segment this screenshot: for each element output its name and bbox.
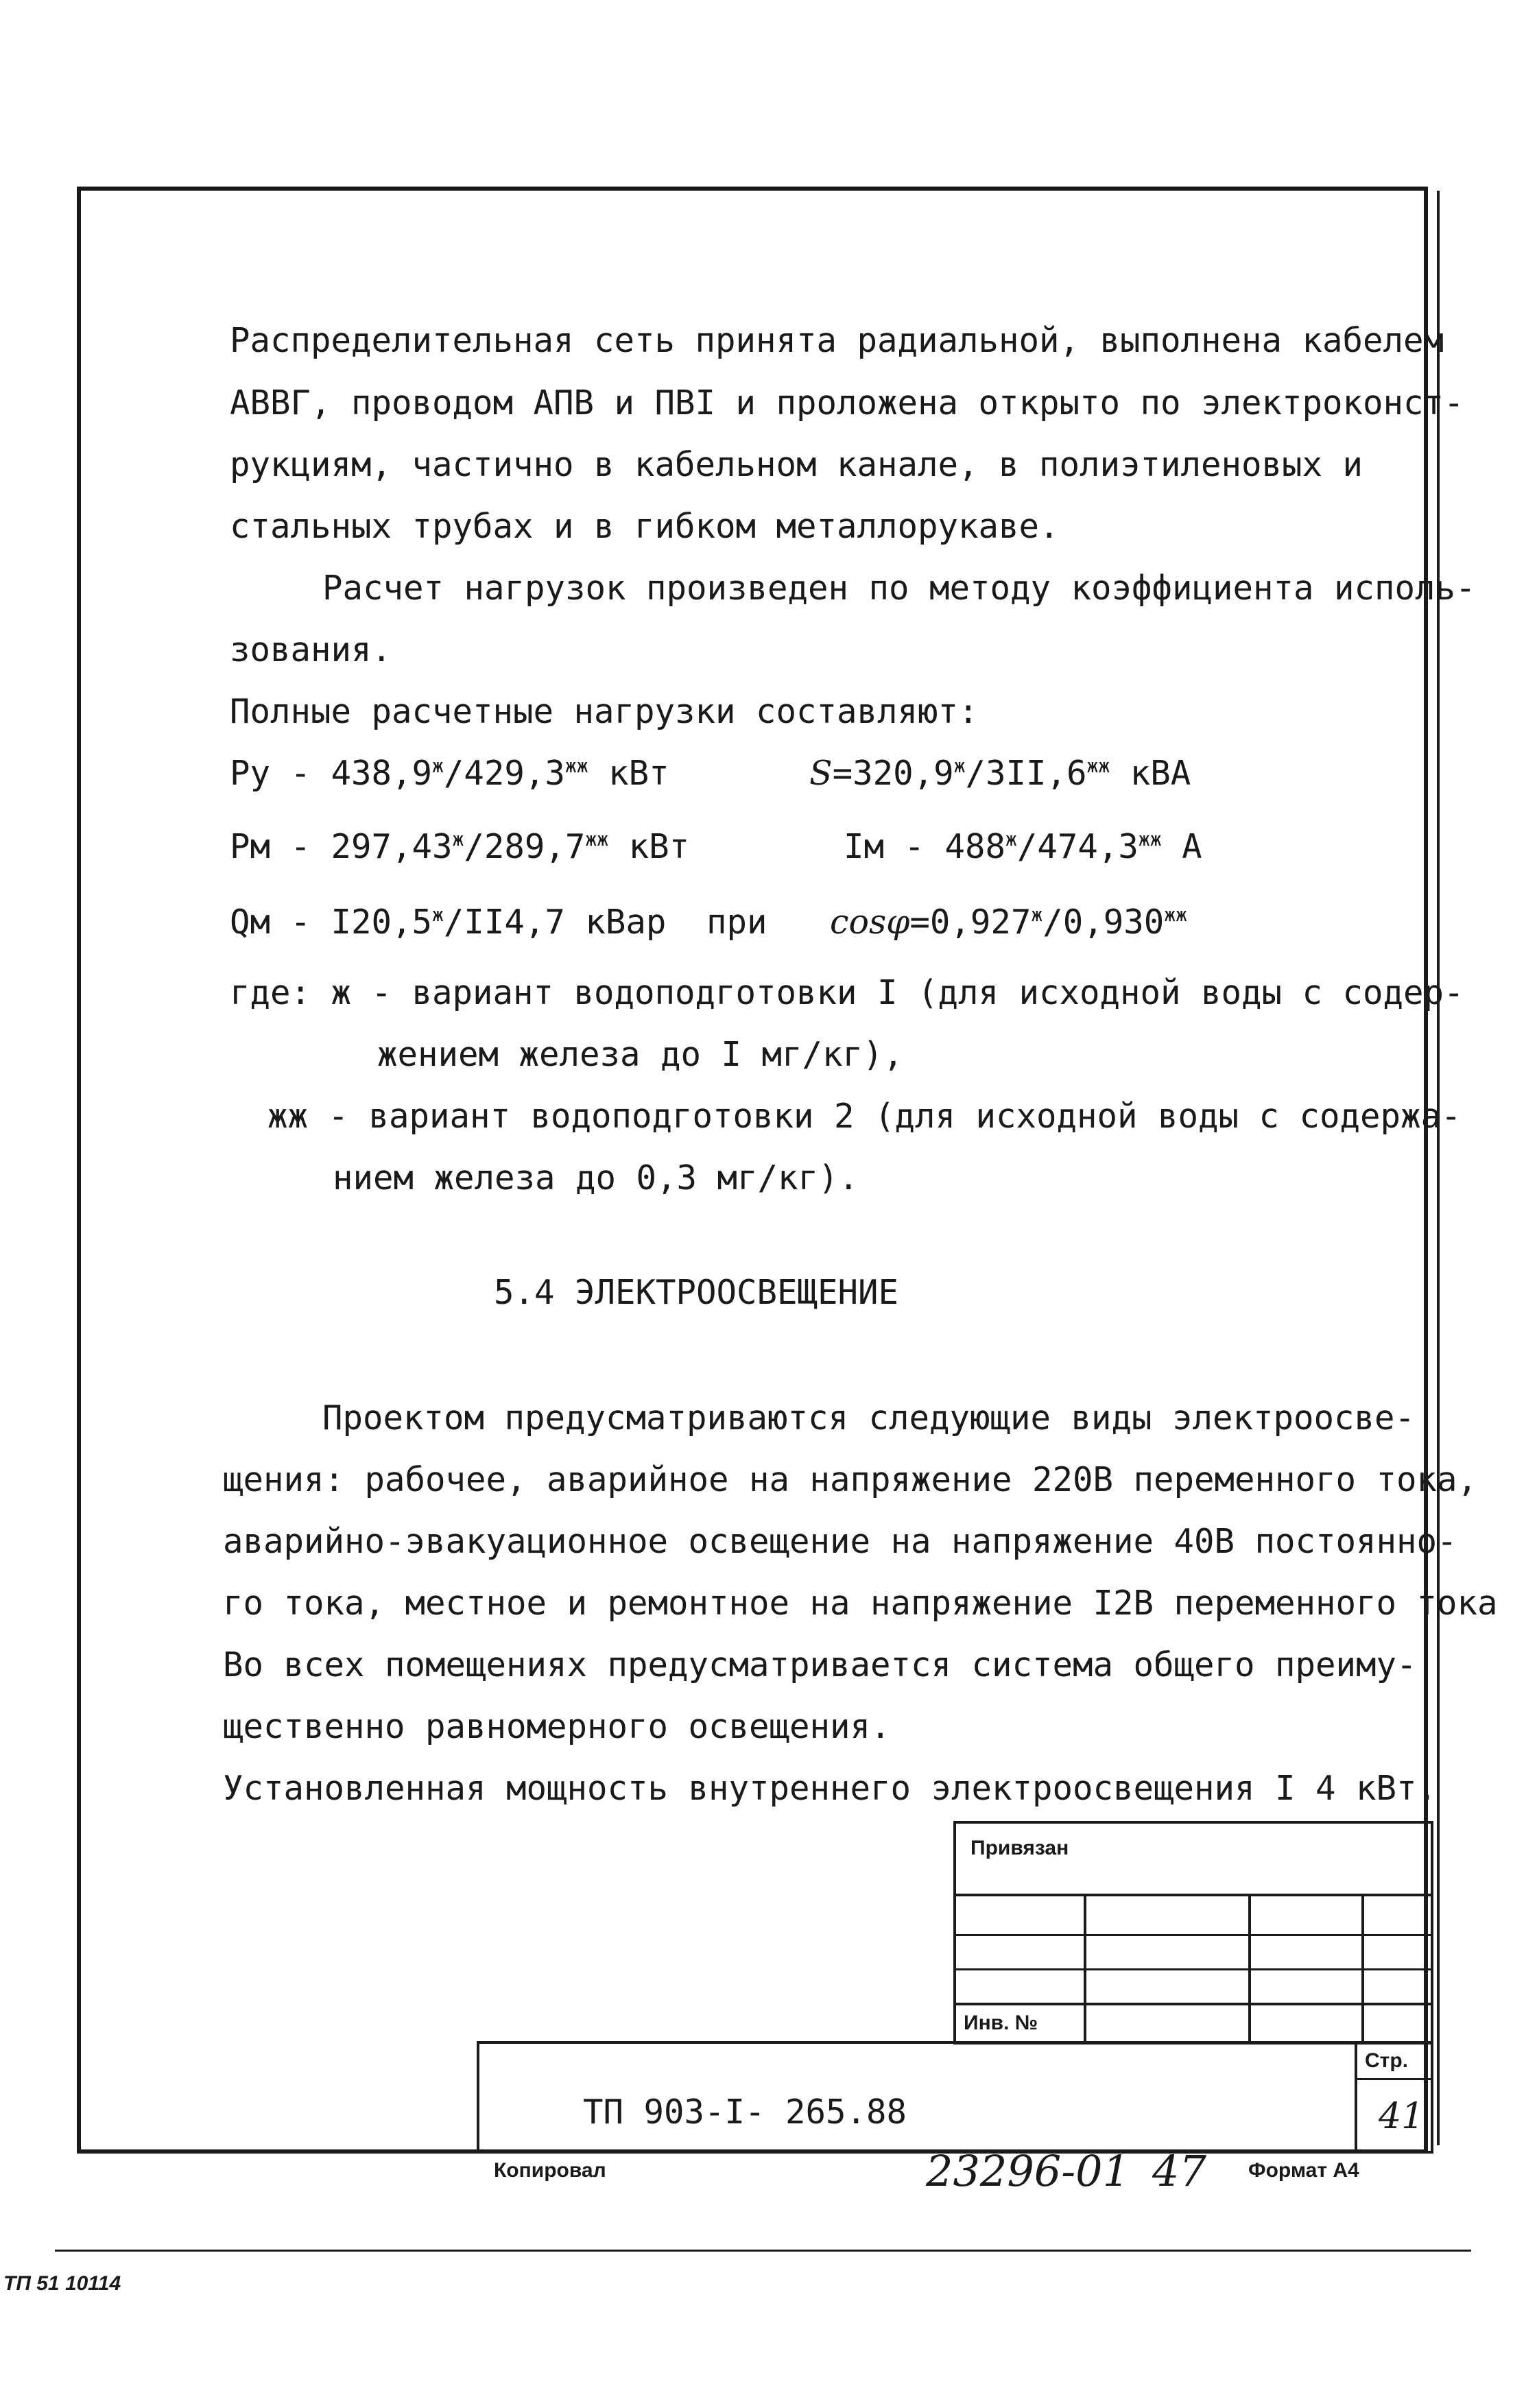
grid-h3 [953, 2003, 1433, 2005]
load-qm [230, 903, 667, 942]
sup: ж [432, 754, 444, 777]
load-pm-mid: /289,7 [464, 827, 586, 866]
p5-line: Установленная мощность внутреннего электроосвещения I 4 кВт. [223, 1769, 1438, 1808]
footer-format: Формат А4 [1248, 2159, 1359, 2182]
p1-line-3: рукциям, частично в кабельном канале, в полиэтиленовых и [230, 445, 1363, 484]
sup: ж [452, 828, 464, 850]
p2-line-1: Расчет нагрузок произведен по методу коэффициента исполь- [322, 569, 1476, 608]
p4-line-5: Во всех помещениях предусматривается система общего преиму- [223, 1645, 1417, 1684]
p2-line-2: зования. [230, 630, 392, 669]
sup: ж [1031, 903, 1043, 926]
load-pm-label: Рм - 297,43 [230, 827, 453, 866]
p4-line-3: аварийно-эвакуационное освещение на напряжение 40В постоянно- [223, 1522, 1457, 1561]
footer-copied: Копировал [494, 2159, 606, 2182]
sup: жж [1086, 754, 1110, 777]
load-py-label: Ру - 438,9 [230, 754, 433, 793]
title-v [1355, 2041, 1357, 2154]
p4-line-4: го тока, местное и ремонтное на напряжение I2В переменного тока [223, 1584, 1498, 1623]
load-when: при [706, 903, 767, 942]
title-h [1355, 2078, 1433, 2080]
load-im-label: Iм - 488 [844, 827, 1006, 866]
sup: жж [585, 828, 609, 850]
load-qm-mid: /II4,7 кВар [443, 903, 667, 942]
load-pm-unit: кВт [628, 827, 690, 866]
sup: ж [1005, 828, 1017, 850]
p4-line-2: щения: рабочее, аварийное на напряжение 220В переменного тока, [223, 1460, 1478, 1499]
sup: ж [953, 754, 966, 777]
sup: жж [564, 754, 588, 777]
load-cos [830, 903, 1188, 942]
load-s [809, 754, 1191, 793]
p1-line-1: Распределительная сеть принята радиальной, выполнена кабелем [230, 321, 1444, 360]
note-1-cont: жением железа до I мг/кг), [377, 1035, 904, 1074]
stamp-privyazan-label: Привязан [970, 1837, 1069, 1859]
sup: жж [1164, 903, 1188, 926]
sup: ж [432, 903, 444, 926]
load-s-unit: кВА [1130, 754, 1191, 793]
stamp-doc-code: ТП 903-I- 265.88 [583, 2093, 907, 2132]
load-py-mid: /429,3 [443, 754, 565, 793]
p1-line-2: АВВГ, проводом АПВ и ПВI и проложена открыто по электроконст- [230, 383, 1464, 422]
load-im-unit: А [1182, 827, 1202, 866]
load-cos-label: cosφ [830, 903, 910, 942]
note-1: где: ж - вариант водоподготовки I (для исходной воды с содер- [230, 973, 1464, 1012]
frame-right-double [1437, 191, 1440, 2145]
note-2-cont: нием железа до 0,3 мг/кг). [333, 1158, 859, 1197]
load-s-eq: =320,9 [832, 754, 954, 793]
footer-bottom-code: ТП 51 10114 [3, 2272, 121, 2295]
sup: жж [1138, 828, 1162, 850]
note-2: жж - вариант водоподготовки 2 (для исходной воды с содержа- [267, 1097, 1462, 1136]
stamp-page-number: 41 [1379, 2096, 1425, 2137]
grid-h2 [953, 1968, 1433, 1970]
load-s-mid: /3II,6 [965, 754, 1087, 793]
load-s-label: S [809, 754, 833, 793]
load-qm-label: Qм - I20,5 [230, 903, 433, 942]
p4-line-1: Проектом предусматриваются следующие виды электроосве- [322, 1398, 1416, 1438]
load-cos-mid: /0,930 [1042, 903, 1165, 942]
loads-intro: Полные расчетные нагрузки составляют: [230, 692, 979, 731]
stamp-inv-label: Инв. № [964, 2012, 1038, 2034]
load-py-unit: кВт [608, 754, 669, 793]
footer-underline [55, 2250, 1471, 2252]
load-im [844, 827, 1202, 866]
stamp-page-label: Стр. [1365, 2049, 1409, 2072]
footer-sheet: 47 [1152, 2146, 1206, 2196]
load-cos-eq: =0,927 [909, 903, 1032, 942]
p1-line-4: стальных трубах и в гибком металлорукаве. [230, 507, 1060, 546]
load-pm [230, 827, 690, 866]
footer-number: 23296-01 [926, 2146, 1130, 2196]
load-py [230, 754, 669, 793]
load-im-mid: /474,3 [1016, 827, 1139, 866]
p4-line-6: щественно равномерного освещения. [223, 1707, 891, 1746]
grid-h1 [953, 1934, 1433, 1936]
section-title: 5.4 ЭЛЕКТРООСВЕЩЕНИЕ [494, 1273, 899, 1312]
